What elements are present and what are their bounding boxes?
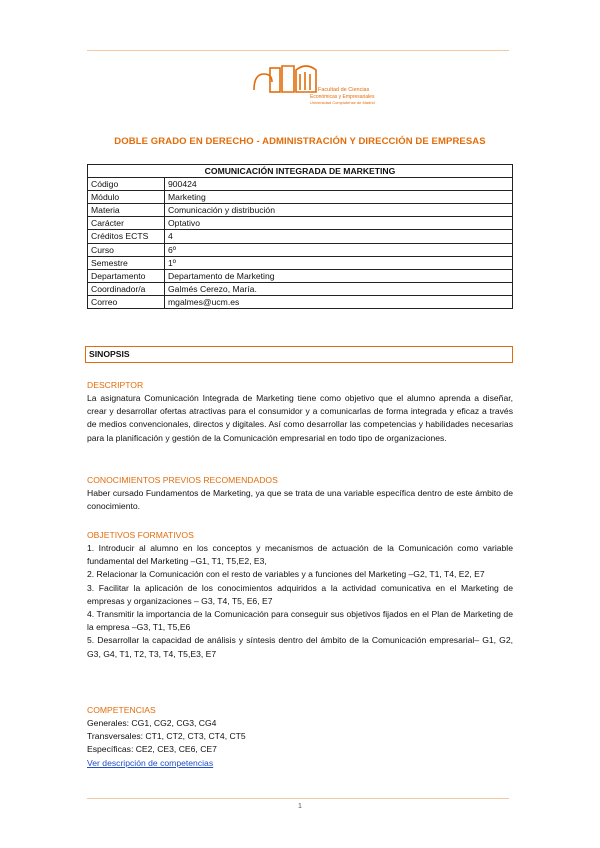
objetivos-heading: OBJETIVOS FORMATIVOS (87, 530, 194, 540)
header-rule (87, 50, 509, 51)
objetivos-list (87, 542, 513, 661)
competencias-transversales: Transversales: CT1, CT2, CT3, CT4, CT5 (87, 731, 246, 742)
conocimientos-paragraph: Haber cursado Fundamentos de Marketing, ya que se trata de una variable específica dentro de este ámbito de conocimiento. (87, 488, 513, 512)
list-item: 1. Introducir al alumno en los conceptos y mecanismos de actuación de la Comunicación como variable fundamental del Marketing –G1, T1, T5,E2, E3, (87, 543, 513, 567)
descriptor-text (87, 392, 513, 445)
row-key: Código (88, 178, 165, 191)
table-row (88, 191, 513, 204)
table-row (88, 269, 513, 282)
descriptor-heading: DESCRIPTOR (87, 380, 144, 390)
row-value: Galmés Cerezo, María. (165, 282, 513, 295)
competencias-generales: Generales: CG1, CG2, CG3, CG4 (87, 718, 217, 728)
table-row (88, 256, 513, 269)
footer-rule (87, 798, 509, 799)
descriptor-paragraph: La asignatura Comunicación Integrada de Marketing tiene como objetivo que el alumno aprenda a diseñar, crear y desarrollar ofertas atractivas para el consumidor y a comunicarlas de forma integrada y eficaz a través de medios convencionales, directos y digitales. Así como desarrollar las competencias y habilidades necesarias para la planificación y gestión de la Comunicación empresarial en todo tipo de organizaciones. (87, 393, 513, 443)
faculty-logo (250, 60, 375, 108)
table-header-row (88, 165, 513, 178)
competencias-list (87, 717, 513, 770)
row-key: Módulo (88, 191, 165, 204)
table-row (88, 282, 513, 295)
row-value: 4 (165, 230, 513, 243)
row-value: 900424 (165, 178, 513, 191)
competencias-heading: COMPETENCIAS (87, 705, 156, 715)
table-row (88, 295, 513, 308)
row-value: mgalmes@ucm.es (165, 295, 513, 308)
list-item: 5. Desarrollar la capacidad de análisis y síntesis dentro del ámbito de la Comunicación empresarial– G1, G2, G3, G4, T1, T2, T3, T4, T5,E3, E7 (87, 635, 513, 659)
row-key: Créditos ECTS (88, 230, 165, 243)
row-key: Curso (88, 243, 165, 256)
svg-text:Facultad de Ciencias: Facultad de Ciencias (318, 87, 370, 93)
course-info-table (87, 164, 513, 309)
row-value: 6º (165, 243, 513, 256)
row-key: Materia (88, 204, 165, 217)
row-value: Departamento de Marketing (165, 269, 513, 282)
row-key: Semestre (88, 256, 165, 269)
svg-text:Económicas y Empresariales: Económicas y Empresariales (310, 94, 375, 100)
row-key: Correo (88, 295, 165, 308)
competencias-especificas: Específicas: CE2, CE3, CE6, CE7 (87, 744, 217, 755)
list-item: 3. Facilitar la aplicación de los conocimientos adquiridos a la actividad comunicativa en el Marketing de empresas y organizaciones – G3, T4, T5, E6, E7 (87, 582, 513, 606)
row-value: Optativo (165, 217, 513, 230)
degree-title: DOBLE GRADO EN DERECHO - ADMINISTRACIÓN Y DIRECCIÓN DE EMPRESAS (114, 136, 486, 147)
ver-competencias-link[interactable]: Ver descripción de competencias (87, 757, 214, 768)
row-key: Departamento (88, 269, 165, 282)
table-row (88, 217, 513, 230)
list-item: 4. Transmitir la importancia de la Comunicación para conseguir sus objetivos fijados en el Plan de Marketing de la empresa –G3, T1, T5,E6 (87, 609, 513, 633)
row-value: Comunicación y distribución (165, 204, 513, 217)
table-row (88, 230, 513, 243)
conocimientos-heading: CONOCIMIENTOS PREVIOS RECOMENDADOS (87, 475, 278, 485)
row-value: Marketing (165, 191, 513, 204)
row-key: Carácter (88, 217, 165, 230)
page-number: 1 (298, 803, 302, 810)
table-row (88, 204, 513, 217)
table-row (88, 243, 513, 256)
row-key: Coordinador/a (88, 282, 165, 295)
sinopsis-section-header: SINOPSIS (85, 346, 513, 363)
course-name: COMUNICACIÓN INTEGRADA DE MARKETING (88, 165, 513, 178)
table-row (88, 178, 513, 191)
svg-text:Universidad Complutense de Mad: Universidad Complutense de Madrid (310, 100, 375, 105)
conocimientos-text (87, 487, 513, 513)
row-value: 1º (165, 256, 513, 269)
list-item: 2. Relacionar la Comunicación con el resto de variables y a funciones del Marketing –G2, T1, T4, E2, E7 (87, 569, 485, 580)
